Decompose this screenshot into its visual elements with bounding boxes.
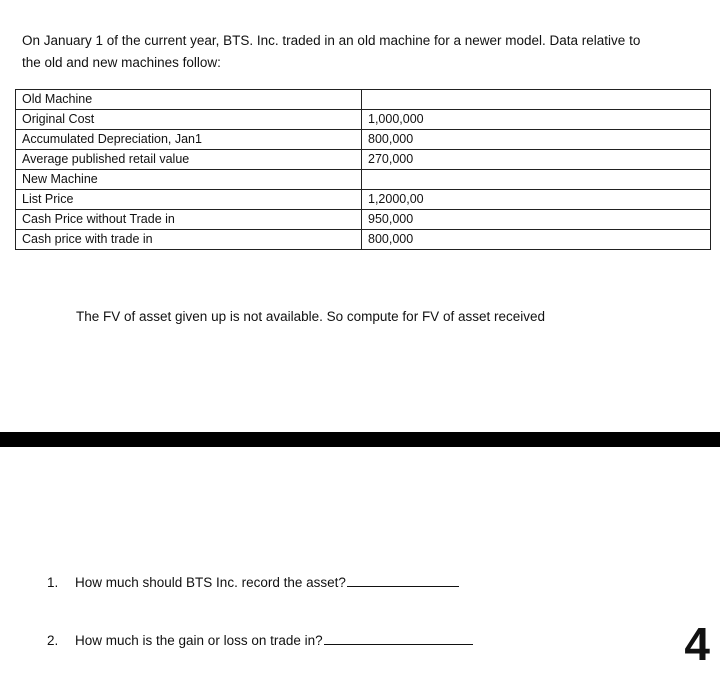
question-1 [47,572,459,590]
row-label: Cash Price without Trade in [16,210,362,230]
question-2 [47,630,473,648]
intro-line-1: On January 1 of the current year, BTS. Inc. traded in an old machine for a newer model. Data relative to [22,33,641,48]
table-row [16,230,711,250]
table-row [16,150,711,170]
row-value: 800,000 [362,230,711,250]
table-row [16,210,711,230]
table-row [16,190,711,210]
instruction-note: The FV of asset given up is not available. So compute for FV of asset received [76,309,545,324]
row-value: 800,000 [362,130,711,150]
row-label: Average published retail value [16,150,362,170]
page-number: 4 [684,618,710,670]
table-row [16,90,711,110]
row-label: Old Machine [16,90,362,110]
answer-blank[interactable] [347,572,459,587]
row-value [362,170,711,190]
row-label: Original Cost [16,110,362,130]
row-value: 1,000,000 [362,110,711,130]
table-row [16,110,711,130]
answer-blank[interactable] [324,630,473,645]
row-label: Accumulated Depreciation, Jan1 [16,130,362,150]
row-label: New Machine [16,170,362,190]
row-label: List Price [16,190,362,210]
table-row [16,130,711,150]
row-label: Cash price with trade in [16,230,362,250]
row-value: 950,000 [362,210,711,230]
question-text: How much should BTS Inc. record the asset? [75,575,346,590]
row-value [362,90,711,110]
redaction-bar [0,432,720,447]
intro-paragraph [22,30,702,74]
table-row [16,170,711,190]
row-value: 270,000 [362,150,711,170]
machine-data-table [15,89,711,250]
row-value: 1,2000,00 [362,190,711,210]
question-number: 1. [47,575,59,590]
question-number: 2. [47,633,59,648]
question-text: How much is the gain or loss on trade in? [75,633,323,648]
intro-line-2: the old and new machines follow: [22,55,221,70]
